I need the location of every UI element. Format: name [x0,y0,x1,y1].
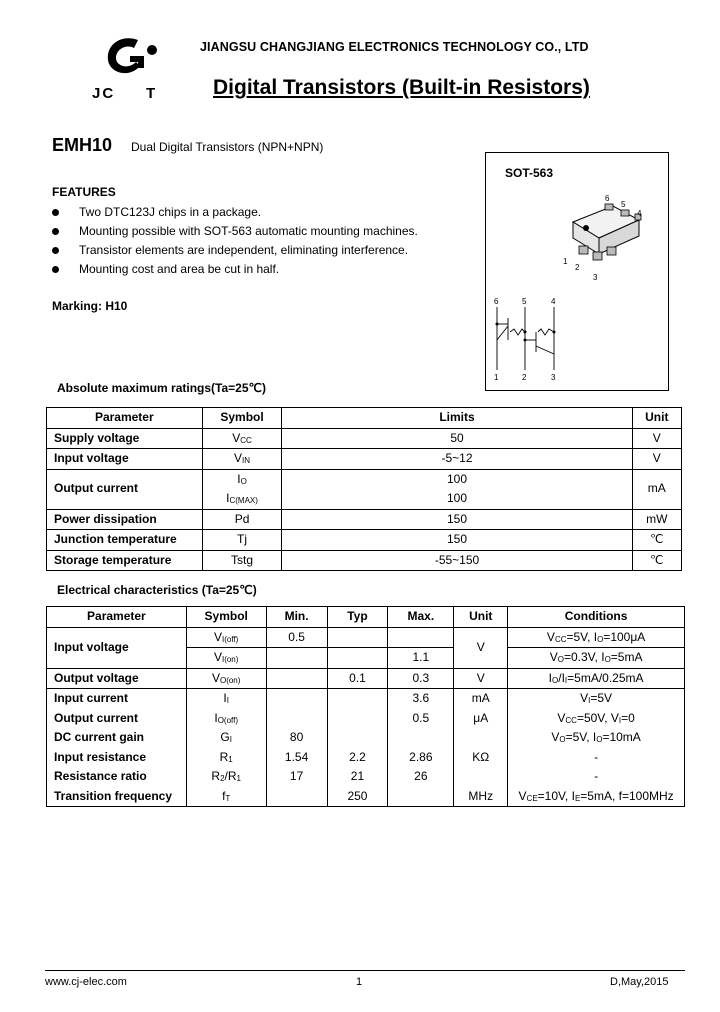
table-header-row: Parameter Symbol Min. Typ Max. Unit Conditions [47,607,685,628]
bullet-icon [52,209,59,216]
table-row: $V_{I(on)}$ 1.1 $V_O=0.3V$, $I_O=5mA$ [47,648,685,669]
table-row: Power dissipation Pd 150 mW [47,509,682,530]
company-logo-icon [100,32,162,84]
table-row: Output current $I_{O(off)}$ 0.5 μA $V_{CC}=50V$, $V_I=0$ [47,709,685,729]
document-title: Digital Transistors (Built-in Resistors) [213,76,590,99]
table-row: Junction temperature Tj 150 ℃ [47,530,682,551]
table-row: Transition frequency $f_T$ 250 MHz $V_{CE}=10V$, $I_E=5mA$, f=100MHz [47,787,685,807]
table-row: Input resistance $R_1$ 1.54 2.2 2.86 KΩ - [47,748,685,768]
schem-pin-5: 5 [522,297,527,306]
schematic-diagram-icon [488,296,568,386]
table-row: Input current $I_I$ 3.6 mA $V_I=5V$ [47,689,685,709]
logo-jc-text: JC [92,85,116,102]
table-row: DC current gain $G_I$ 80 $V_O=5V$, $I_O=10mA$ [47,728,685,748]
elec-heading: Electrical characteristics (Ta=25℃) [57,583,257,597]
bullet-icon [52,247,59,254]
abs-max-heading: Absolute maximum ratings(Ta=25℃) [57,381,266,395]
table-row: Input voltage $V_{IN}$ -5~12 V [47,449,682,470]
elec-table [46,606,685,807]
pkg-pin-3: 3 [593,273,598,282]
table-row: $I_{C(MAX)}$ 100 [47,489,682,509]
pkg-pin-4: 4 [637,209,642,218]
table-row: Output voltage $V_{O(on)}$ 0.1 0.3 V $I_O/I_I=5mA/0.25mA$ [47,668,685,689]
logo-t-text: T [146,85,156,102]
pkg-pin-5: 5 [621,200,626,209]
pkg-pin-1: 1 [563,257,568,266]
bullet-icon [52,266,59,273]
features-heading: FEATURES [52,185,116,199]
schem-pin-1: 1 [494,373,499,382]
part-description: Dual Digital Transistors (NPN+NPN) [131,140,324,154]
bullet-icon [52,228,59,235]
table-row: Output current $I_O$ 100 mA [47,469,682,489]
schem-pin-6: 6 [494,297,499,306]
table-row: Input voltage $V_{I(off)}$ 0.5 V $V_{CC}=5V$, $I_O=100\mu A$ [47,627,685,648]
pkg-pin-6: 6 [605,194,610,203]
marking-label: Marking: H10 [52,299,128,313]
schem-pin-2: 2 [522,373,527,382]
table-row: Supply voltage $V_{CC}$ 50 V [47,428,682,449]
footer-divider [45,970,685,971]
schem-pin-3: 3 [551,373,556,382]
table-row: Resistance ratio $R_2/R_1$ 17 21 26 - [47,767,685,787]
package-drawing-icon [555,192,655,282]
company-name: JIANGSU CHANGJIANG ELECTRONICS TECHNOLOGY CO., LTD [200,40,589,54]
package-label: SOT-563 [505,166,554,180]
abs-max-table [46,407,682,571]
part-number: EMH10 [52,135,113,155]
schem-pin-4: 4 [551,297,556,306]
footer-website-link[interactable]: www.cj-elec.com [45,976,127,988]
page-number: 1 [356,976,363,988]
table-header-row: Parameter Symbol Limits Unit [47,408,682,429]
footer-date: D,May,2015 [610,976,669,988]
pkg-pin-2: 2 [575,263,580,272]
table-row: Storage temperature Tstg -55~150 ℃ [47,550,682,571]
